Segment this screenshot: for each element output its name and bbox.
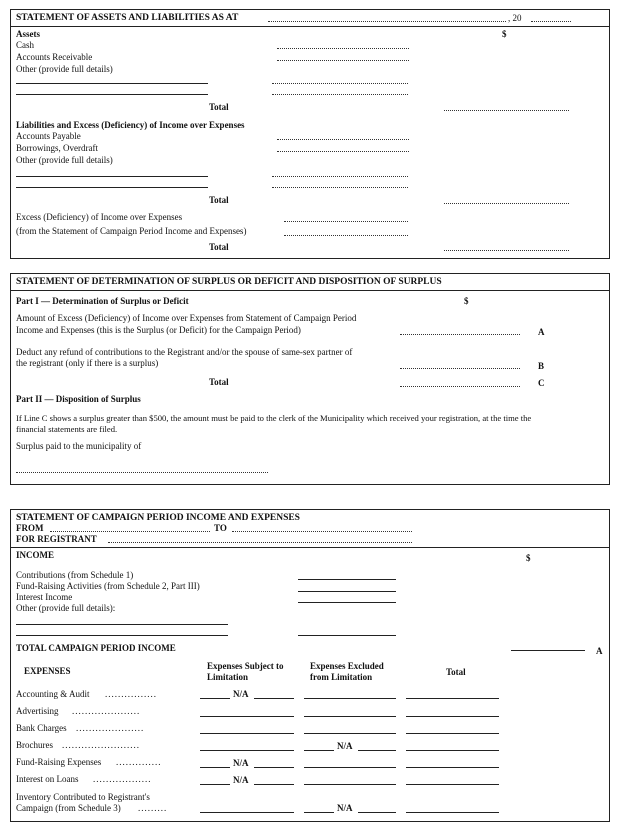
fund-raising-field[interactable] [298,591,396,592]
grand-total-label: Total [209,242,229,252]
excluded-field[interactable] [304,812,334,813]
line-b-label: B [538,361,545,371]
na-marker: N/A [337,741,353,751]
line-c-label: C [538,378,545,388]
expense-row-label: Fund-Raising Expenses [16,757,102,767]
divider [10,26,610,27]
from-date-field[interactable] [50,531,210,532]
accounts-receivable-field[interactable] [277,60,409,61]
registrant-name-field[interactable] [108,542,412,543]
subject-field[interactable] [254,767,294,768]
borrowings-label: Borrowings, Overdraft [16,143,98,153]
as-at-date-field[interactable] [268,21,506,22]
other-assets-detail-1[interactable] [16,83,208,84]
interest-income-label: Interest Income [16,592,73,602]
other-liabilities-amount-1[interactable] [272,176,408,177]
expense-row-label: Bank Charges [16,723,67,733]
subject-field[interactable] [200,698,230,699]
deduct-line1: Deduct any refund of contributions to the Registrant and/or the spouse of same-sex partner of [16,347,353,357]
excluded-field[interactable] [304,716,396,717]
for-registrant-label: FOR REGISTRANT [16,534,97,544]
part1-heading: Part I — Determination of Surplus or Deficit [16,296,189,306]
borrowings-field[interactable] [277,151,409,152]
other-liabilities-label: Other (provide full details) [16,155,113,165]
subject-field[interactable] [200,812,294,813]
from-label: FROM [16,523,44,533]
inventory-label-line2: Campaign (from Schedule 3) [16,803,121,813]
assets-statement-title: STATEMENT OF ASSETS AND LIABILITIES AS AT [16,13,239,23]
liabilities-heading: Liabilities and Excess (Deficiency) of Income over Expenses [16,120,245,130]
na-marker: N/A [233,758,249,768]
other-income-detail-2[interactable] [16,635,228,636]
excess-amount-line1: Amount of Excess (Deficiency) of Income over Expenses from Statement of Campaign Period [16,313,357,323]
excluded-field[interactable] [304,784,396,785]
total-income-line-a: A [596,646,603,656]
subject-field[interactable] [200,767,230,768]
na-marker: N/A [233,689,249,699]
other-income-field[interactable] [298,635,396,636]
divider [10,547,610,548]
expense-row-label: Advertising [16,706,59,716]
col-excluded-header-2: from Limitation [310,672,373,682]
total-field[interactable] [406,767,499,768]
accounts-payable-field[interactable] [277,139,409,140]
total-field[interactable] [406,784,499,785]
excess-field-2[interactable] [284,235,408,236]
divider [10,290,610,291]
contributions-label: Contributions (from Schedule 1) [16,570,134,580]
total-income-field[interactable] [511,650,585,651]
subject-field[interactable] [200,716,294,717]
line-a-label: A [538,327,545,337]
subject-field[interactable] [254,698,294,699]
other-assets-detail-2[interactable] [16,94,208,95]
interest-income-field[interactable] [298,602,396,603]
col-subject-header-1: Expenses Subject to [207,661,284,671]
excluded-field[interactable] [304,767,396,768]
total-field[interactable] [406,750,499,751]
assets-total-label: Total [209,102,229,112]
assets-heading: Assets [16,29,40,39]
deduct-line2: the registrant (only if there is a surplus) [16,358,159,368]
currency-symbol: $ [526,553,531,563]
surplus-statement-title: STATEMENT OF DETERMINATION OF SURPLUS OR DEFICIT AND DISPOSITION OF SURPLUS [16,277,442,287]
other-liabilities-detail-2[interactable] [16,187,208,188]
accounts-payable-label: Accounts Payable [16,131,81,141]
currency-symbol: $ [464,296,469,306]
liabilities-total-field[interactable] [444,203,569,204]
expense-row-label: Interest on Loans [16,774,79,784]
grand-total-field[interactable] [444,250,569,251]
municipality-field[interactable] [16,472,268,473]
liabilities-total-label: Total [209,195,229,205]
col-total-header: Total [446,667,466,677]
excluded-field[interactable] [304,698,396,699]
na-marker: N/A [233,775,249,785]
inventory-label-line1: Inventory Contributed to Registrant's [16,792,150,802]
col-excluded-header-1: Expenses Excluded [310,661,384,671]
excluded-field[interactable] [358,812,396,813]
excess-label-line1: Excess (Deficiency) of Income over Expenses [16,212,183,222]
line-a-field[interactable] [400,334,520,335]
expense-row-label: Brochures [16,740,53,750]
to-date-field[interactable] [232,531,412,532]
total-field[interactable] [406,698,499,699]
line-c-field[interactable] [400,386,520,387]
to-label: TO [214,523,227,533]
excluded-field[interactable] [304,733,396,734]
other-income-label: Other (provide full details): [16,603,116,613]
col-subject-header-2: Limitation [207,672,249,682]
other-liabilities-amount-2[interactable] [272,187,408,188]
excluded-field[interactable] [358,750,396,751]
surplus-paid-label: Surplus paid to the municipality of [16,441,142,451]
other-liabilities-detail-1[interactable] [16,176,208,177]
subject-field[interactable] [254,784,294,785]
subject-field[interactable] [200,750,294,751]
fund-raising-label: Fund-Raising Activities (from Schedule 2, Part III) [16,581,200,591]
assets-total-field[interactable] [444,110,569,111]
excess-amount-line2: Income and Expenses (this is the Surplus (or Deficit) for the Campaign Period) [16,325,301,335]
other-assets-label: Other (provide full details) [16,64,113,74]
surplus-instruction-line1: If Line C shows a surplus greater than $500, the amount must be paid to the clerk of the Municipality which received your registration, at the time the [16,413,532,423]
expense-row-label: Accounting & Audit [16,689,90,699]
currency-symbol: $ [502,29,507,39]
surplus-total-label: Total [209,377,229,387]
na-marker: N/A [337,803,353,813]
contributions-field[interactable] [298,579,396,580]
income-statement-title: STATEMENT OF CAMPAIGN PERIOD INCOME AND EXPENSES [16,513,300,523]
other-income-detail-1[interactable] [16,624,228,625]
line-b-field[interactable] [400,368,520,369]
excluded-field[interactable] [304,750,334,751]
surplus-instruction-line2: financial statements are filed. [16,424,118,434]
total-field[interactable] [406,812,499,813]
income-heading: INCOME [16,550,54,560]
total-field[interactable] [406,716,499,717]
total-income-label: TOTAL CAMPAIGN PERIOD INCOME [16,643,176,653]
other-assets-amount-2[interactable] [272,94,408,95]
subject-field[interactable] [200,784,230,785]
excess-label-line2: (from the Statement of Campaign Period Income and Expenses) [16,226,247,236]
year-suffix: , 20 [508,13,522,23]
other-assets-amount-1[interactable] [272,83,408,84]
subject-field[interactable] [200,733,294,734]
total-field[interactable] [406,733,499,734]
part2-heading: Part II — Disposition of Surplus [16,394,141,404]
year-field[interactable] [531,21,571,22]
accounts-receivable-label: Accounts Receivable [16,52,93,62]
expenses-heading: EXPENSES [24,666,71,676]
cash-label: Cash [16,40,34,50]
cash-field[interactable] [277,48,409,49]
excess-field[interactable] [284,221,408,222]
